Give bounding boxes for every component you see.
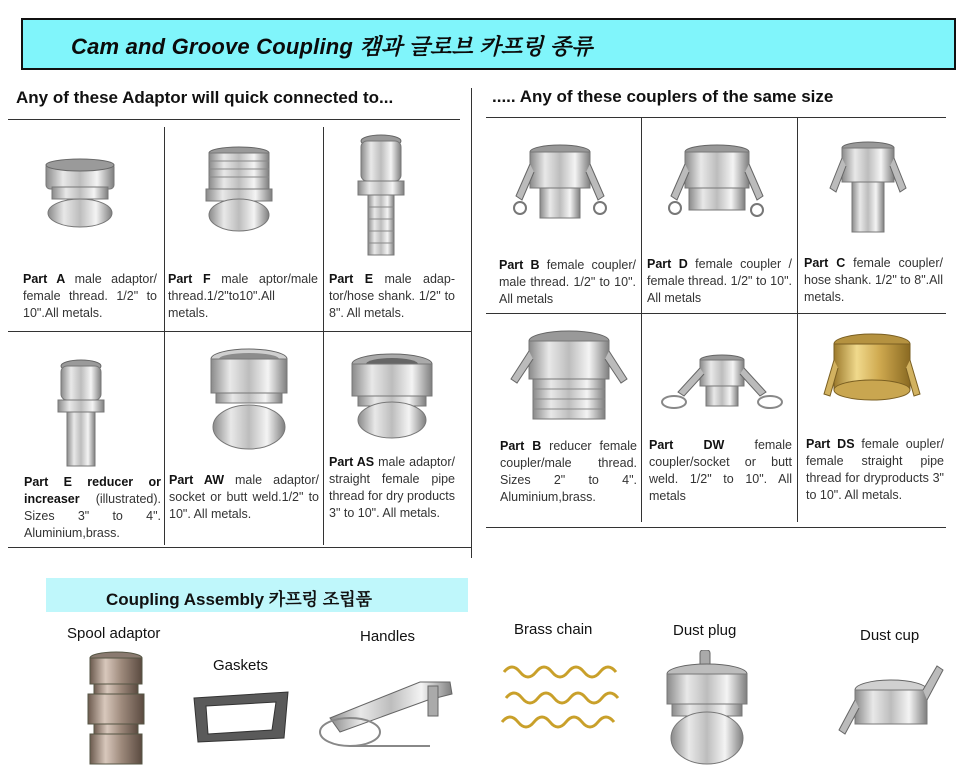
part-e-reducer-image (48, 356, 114, 468)
part-dw-caption: Part DW female coupler/socket or butt weld. 1/2" to 10". All metals (649, 438, 792, 503)
part-b-image (512, 142, 608, 232)
part-ds-caption: Part DS female oupler/ female straight pipe thread for dryproducts 3" to 10". All metals. (806, 437, 945, 502)
part-dw-image (660, 352, 784, 414)
part-e-caption: Part E male adap- tor/hose shank. 1/2" to 8". All metals. (329, 272, 455, 320)
divider (486, 117, 946, 118)
part-ds-image (822, 330, 922, 412)
part-as-image (346, 352, 438, 440)
divider (641, 117, 642, 522)
dust-plug-label: Dust plug (673, 622, 737, 639)
part-b-reducer-caption: Part B reducer female coupler/male thread. Sizes 2" to 4". Aluminium,brass. (500, 439, 637, 504)
handle-image (310, 664, 460, 754)
coupler-heading: ..... Any of these couplers of the same size (492, 87, 834, 106)
gaskets-label: Gaskets (213, 657, 269, 674)
spool-adaptor-label: Spool adaptor (67, 625, 161, 642)
divider (486, 527, 946, 528)
dust-cup-label: Dust cup (860, 627, 920, 644)
part-e-image (356, 131, 406, 257)
divider (797, 117, 798, 522)
divider (486, 313, 946, 314)
part-as-caption: Part AS male adaptor/ straight female pipe thread for dry products 3" to 10". All metals. (329, 455, 455, 520)
handles-label: Handles (360, 628, 416, 645)
assembly-banner (46, 578, 468, 612)
part-e-reducer-caption: Part E reducer or increaser (illustrated). Sizes 3" to 4". Aluminium,brass. (24, 475, 161, 540)
part-b-reducer-image (503, 323, 635, 428)
part-aw-image (206, 347, 292, 453)
page-title: Cam and Groove Coupling 캠과 글로브 카프링 종류 (71, 34, 593, 59)
part-c-image (826, 138, 910, 234)
title-banner (21, 18, 956, 70)
dust-plug-image (660, 650, 754, 770)
divider (164, 127, 165, 545)
adaptor-heading: Any of these Adaptor will quick connected to... (16, 88, 394, 107)
part-d-image (667, 142, 767, 224)
divider (8, 331, 472, 332)
part-aw-caption: Part AW male adaptor/ socket or butt weld.1/2" to 10". All metals. (169, 473, 319, 521)
part-f-caption: Part F male aptor/male thread.1/2"to10".All metals. (168, 272, 318, 320)
spool-adaptor-image (84, 650, 148, 770)
part-d-caption: Part D female coupler / female thread. 1/2" to 10". All metals (647, 257, 792, 305)
divider (8, 547, 472, 548)
assembly-title: Coupling Assembly 카프링 조립품 (106, 590, 373, 609)
part-a-image (40, 155, 120, 230)
dust-cup-image (835, 660, 947, 744)
part-b-caption: Part B female coupler/ male thread. 1/2" to 10". All metals (499, 258, 636, 306)
divider (323, 127, 324, 545)
divider (8, 119, 460, 120)
brass-chain-label: Brass chain (514, 621, 593, 638)
divider (471, 88, 472, 558)
gasket-image (188, 688, 294, 744)
part-c-caption: Part C female coupler/ hose shank. 1/2" to 8".All metals. (804, 256, 943, 304)
brass-chain-image (494, 658, 642, 734)
part-f-image (204, 145, 274, 233)
part-a-caption: Part A male adaptor/ female thread. 1/2" to 10".All metals. (23, 272, 157, 320)
